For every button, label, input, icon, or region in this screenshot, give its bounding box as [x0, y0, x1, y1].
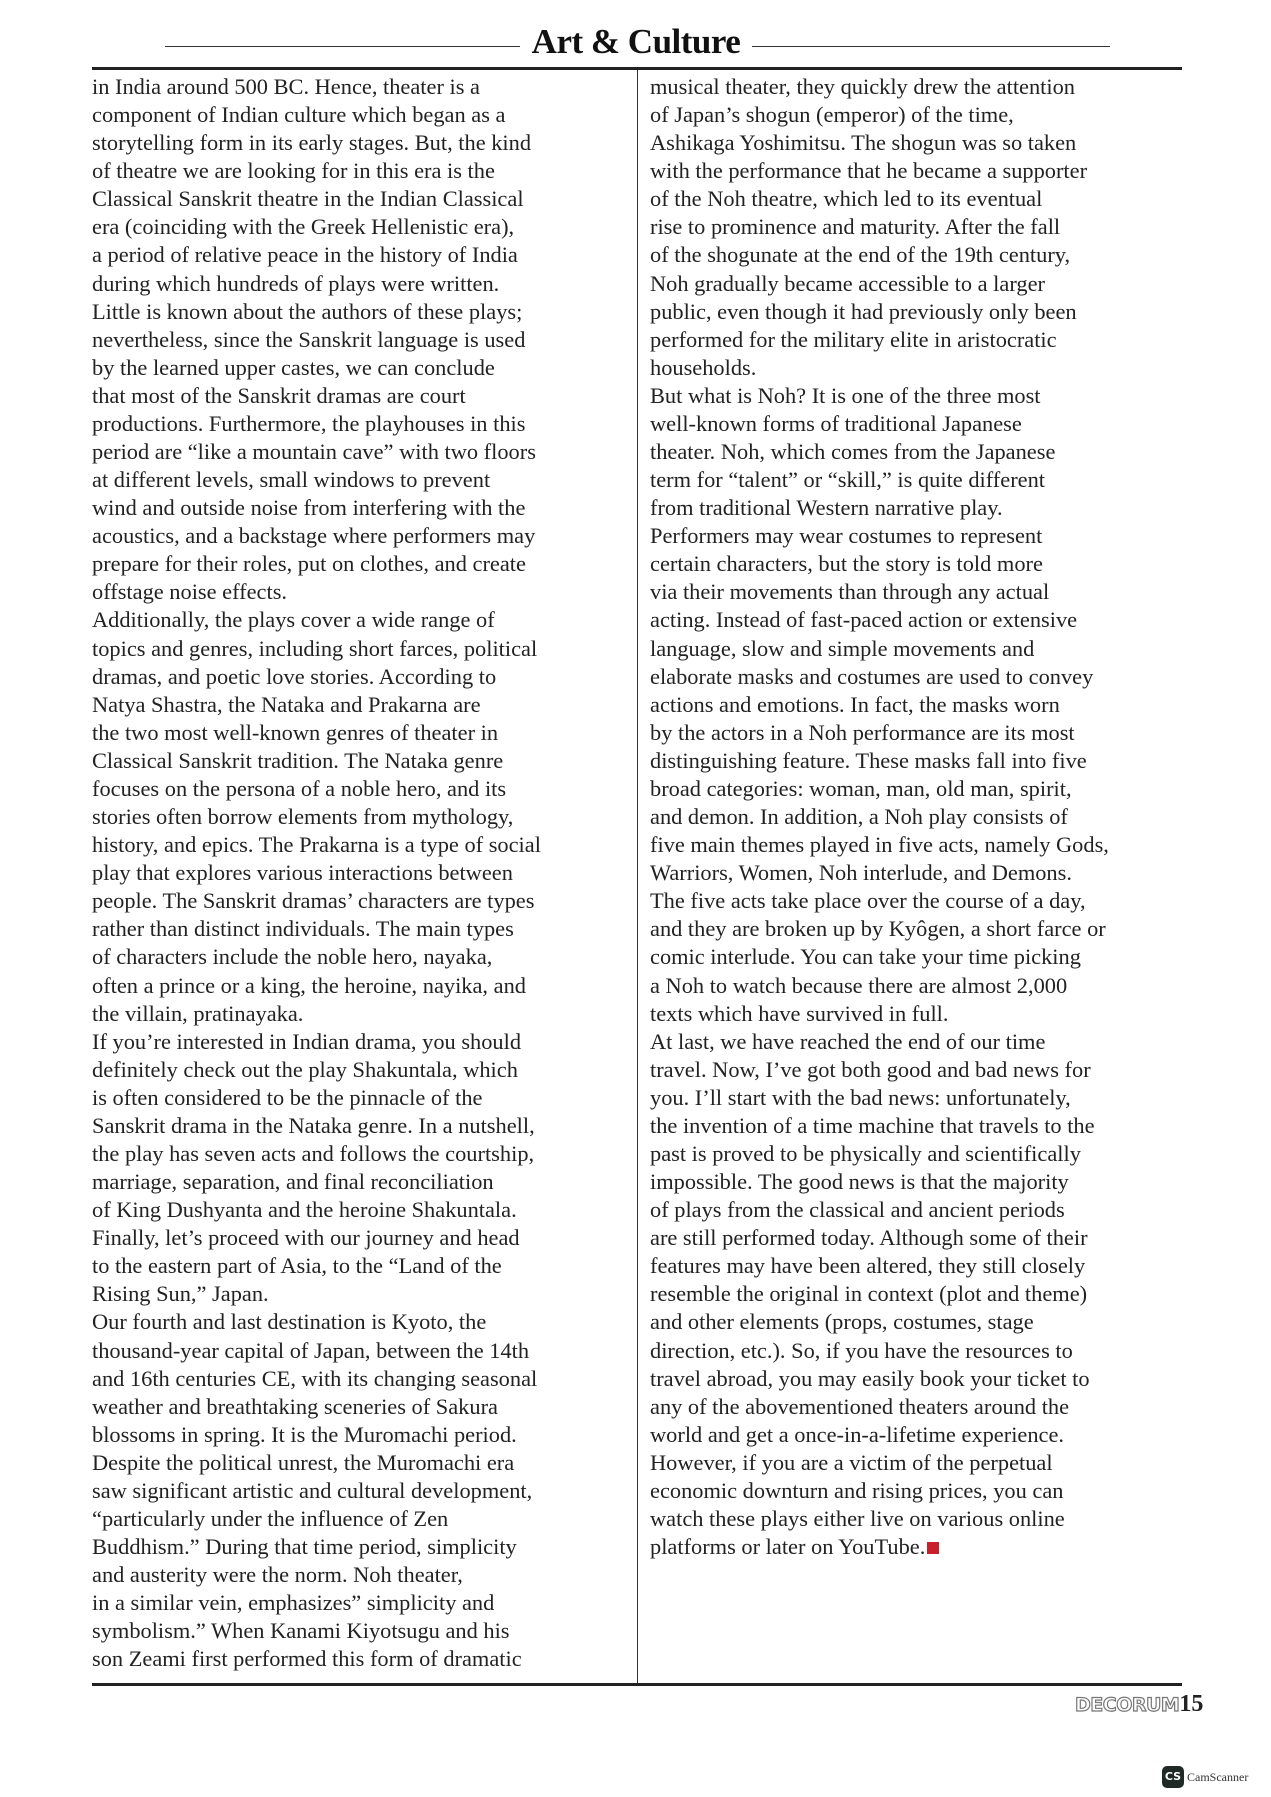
- text-line: musical theater, they quickly drew the attention: [650, 74, 1076, 99]
- text-line: travel abroad, you may easily book your ticket to: [650, 1365, 1090, 1391]
- page-number: 15: [1179, 1691, 1204, 1717]
- text-line: Performers may wear costumes to represent: [650, 523, 1043, 549]
- text-line: of Japan’s shogun (emperor) of the time,: [650, 102, 1014, 128]
- text-line: the invention of a time machine that travels to the: [650, 1112, 1095, 1138]
- text-line: language, slow and simple movements and: [650, 635, 1035, 661]
- text-line: storytelling form in its early stages. But, the kind: [92, 130, 532, 156]
- text-line: wind and outside noise from interfering with the: [92, 495, 526, 521]
- text-line: weather and breathtaking sceneries of Sakura: [92, 1393, 498, 1419]
- text-line: households.: [650, 354, 757, 380]
- text-line: performed for the military elite in aristocratic: [650, 326, 1057, 352]
- text-line: dramas, and poetic love stories. According to: [92, 663, 497, 689]
- header-rule-left: [165, 46, 520, 47]
- text-line: acoustics, and a backstage where performers may: [92, 523, 536, 549]
- text-line: Buddhism.” During that time period, simplicity: [92, 1534, 517, 1560]
- text-line: son Zeami first performed this form of dramatic: [92, 1646, 522, 1672]
- camscanner-watermark: [1162, 1766, 1248, 1788]
- text-line: symbolism.” When Kanami Kiyotsugu and his: [92, 1618, 510, 1644]
- text-line: from traditional Western narrative play.: [650, 495, 1003, 521]
- text-line: Finally, let’s proceed with our journey and head: [92, 1225, 520, 1251]
- text-line: saw significant artistic and cultural development,: [92, 1477, 533, 1503]
- article-column-left: [92, 73, 627, 1673]
- article-column-right: [650, 73, 1190, 1561]
- text-line: comic interlude. You can take your time picking: [650, 944, 1081, 970]
- article-end-mark-icon: [927, 1542, 939, 1554]
- text-line: Rising Sun,” Japan.: [92, 1281, 269, 1307]
- text-line: of the shogunate at the end of the 19th century,: [650, 242, 1071, 268]
- text-line: via their movements than through any actual: [650, 579, 1050, 605]
- text-line: platforms or later on YouTube.: [650, 1533, 1190, 1561]
- text-line: offstage noise effects.: [92, 579, 288, 605]
- text-line: the two most well-known genres of theater in: [92, 719, 499, 745]
- text-line: Additionally, the plays cover a wide range of: [92, 607, 495, 633]
- text-line: component of Indian culture which began as a: [92, 102, 506, 128]
- text-line: play that explores various interactions between: [92, 860, 513, 886]
- text-line: of plays from the classical and ancient periods: [650, 1197, 1065, 1223]
- text-line: term for “talent” or “skill,” is quite different: [650, 467, 1046, 493]
- text-line: five main themes played in five acts, namely Gods,: [650, 832, 1109, 858]
- text-line: travel. Now, I’ve got both good and bad news for: [650, 1056, 1091, 1082]
- text-line: certain characters, but the story is told more: [650, 551, 1043, 577]
- text-line: of characters include the noble hero, nayaka,: [92, 944, 493, 970]
- section-title: Art & Culture: [531, 22, 741, 61]
- text-line: However, if you are a victim of the perpetual: [650, 1449, 1053, 1475]
- text-line: past is proved to be physically and scientifically: [650, 1140, 1081, 1166]
- text-line: direction, etc.). So, if you have the resources to: [650, 1337, 1073, 1363]
- bottom-divider: [92, 1683, 1182, 1686]
- text-line: of King Dushyanta and the heroine Shakuntala.: [92, 1197, 517, 1223]
- text-line: Warriors, Women, Noh interlude, and Demons.: [650, 860, 1072, 886]
- text-line: and other elements (props, costumes, stage: [650, 1309, 1034, 1335]
- text-line: Our fourth and last destination is Kyoto, the: [92, 1309, 487, 1335]
- text-line: Little is known about the authors of these plays;: [92, 298, 523, 324]
- text-line: by the learned upper castes, we can conclude: [92, 354, 495, 380]
- text-line: the play has seven acts and follows the courtship,: [92, 1140, 535, 1166]
- magazine-logo: DECORUM: [1075, 1694, 1180, 1716]
- text-line: definitely check out the play Shakuntala, which: [92, 1056, 518, 1082]
- text-line: with the performance that he became a supporter: [650, 158, 1088, 184]
- text-line: prepare for their roles, put on clothes, and create: [92, 551, 526, 577]
- text-line: era (coinciding with the Greek Hellenistic era),: [92, 214, 515, 240]
- text-line: to the eastern part of Asia, to the “Land of the: [92, 1253, 502, 1279]
- text-line: world and get a once-in-a-lifetime experience.: [650, 1421, 1065, 1447]
- text-line: rise to prominence and maturity. After the fall: [650, 214, 1061, 240]
- text-line: productions. Furthermore, the playhouses in this: [92, 410, 526, 436]
- text-line: The five acts take place over the course of a day,: [650, 888, 1086, 914]
- text-line: any of the abovementioned theaters around the: [650, 1393, 1070, 1419]
- text-line: a Noh to watch because there are almost 2,000: [650, 972, 1068, 998]
- text-line: economic downturn and rising prices, you can: [650, 1477, 1064, 1503]
- text-line: and demon. In addition, a Noh play consists of: [650, 804, 1068, 830]
- text-line: elaborate masks and costumes are used to convey: [650, 663, 1094, 689]
- text-line: Ashikaga Yoshimitsu. The shogun was so taken: [650, 130, 1077, 156]
- text-line: blossoms in spring. It is the Muromachi period.: [92, 1421, 517, 1447]
- text-line: At last, we have reached the end of our time: [650, 1028, 1046, 1054]
- text-line: theater. Noh, which comes from the Japanese: [650, 439, 1056, 465]
- text-line: Sanskrit drama in the Nataka genre. In a nutshell,: [92, 1112, 535, 1138]
- text-line: resemble the original in context (plot and theme): [650, 1281, 1088, 1307]
- text-line: marriage, separation, and final reconciliation: [92, 1169, 494, 1195]
- text-line: during which hundreds of plays were written.: [92, 270, 500, 296]
- column-divider: [637, 70, 638, 1683]
- text-line: focuses on the persona of a noble hero, and its: [92, 775, 507, 801]
- text-line: in India around 500 BC. Hence, theater is a: [92, 74, 480, 99]
- text-line: Noh gradually became accessible to a larger: [650, 270, 1045, 296]
- text-line: Despite the political unrest, the Muromachi era: [92, 1449, 515, 1475]
- text-line: If you’re interested in Indian drama, you should: [92, 1028, 522, 1054]
- camscanner-logo-icon: CS: [1162, 1766, 1184, 1788]
- text-line: acting. Instead of fast-paced action or extensive: [650, 607, 1078, 633]
- text-line: of theatre we are looking for in this era is the: [92, 158, 495, 184]
- text-line: by the actors in a Noh performance are its most: [650, 719, 1075, 745]
- text-line: distinguishing feature. These masks fall into five: [650, 747, 1087, 773]
- text-line: public, even though it had previously only been: [650, 298, 1077, 324]
- text-line: are still performed today. Although some of their: [650, 1225, 1088, 1251]
- text-line: in a similar vein, emphasizes” simplicity and: [92, 1590, 495, 1616]
- text-line: of the Noh theatre, which led to its eventual: [650, 186, 1043, 212]
- text-line: and austerity were the norm. Noh theater,: [92, 1562, 463, 1588]
- page-header: [0, 20, 1271, 70]
- text-line: features may have been altered, they still closely: [650, 1253, 1086, 1279]
- text-line: actions and emotions. In fact, the masks worn: [650, 691, 1060, 717]
- text-line: texts which have survived in full.: [650, 1000, 949, 1026]
- text-line: and they are broken up by Kyôgen, a short farce or: [650, 916, 1106, 942]
- text-line: nevertheless, since the Sanskrit language is used: [92, 326, 526, 352]
- text-line: rather than distinct individuals. The main types: [92, 916, 514, 942]
- text-line: thousand-year capital of Japan, between the 14th: [92, 1337, 530, 1363]
- text-line: But what is Noh? It is one of the three most: [650, 382, 1041, 408]
- text-line: a period of relative peace in the history of India: [92, 242, 518, 268]
- text-line: is often considered to be the pinnacle of the: [92, 1084, 483, 1110]
- text-line: the villain, pratinayaka.: [92, 1000, 304, 1026]
- text-line: impossible. The good news is that the majority: [650, 1169, 1069, 1195]
- text-line: history, and epics. The Prakarna is a type of social: [92, 832, 541, 858]
- text-line: Classical Sanskrit theatre in the Indian Classical: [92, 186, 524, 212]
- text-line: well-known forms of traditional Japanese: [650, 410, 1022, 436]
- text-line: and 16th centuries CE, with its changing seasonal: [92, 1365, 538, 1391]
- text-line: stories often borrow elements from mythology,: [92, 804, 514, 830]
- camscanner-label: CamScanner: [1187, 1769, 1249, 1784]
- text-line: Classical Sanskrit tradition. The Nataka genre: [92, 747, 504, 773]
- text-line: period are “like a mountain cave” with two floors: [92, 439, 536, 465]
- text-line: watch these plays either live on various online: [650, 1505, 1065, 1531]
- text-line: “particularly under the influence of Zen: [92, 1505, 449, 1531]
- text-line: you. I’ll start with the bad news: unfortunately,: [650, 1084, 1071, 1110]
- text-line: people. The Sanskrit dramas’ characters are types: [92, 888, 535, 914]
- page-footer: [1075, 1688, 1203, 1720]
- text-line: at different levels, small windows to prevent: [92, 467, 491, 493]
- text-line: often a prince or a king, the heroine, nayika, and: [92, 972, 526, 998]
- text-line: Natya Shastra, the Nataka and Prakarna are: [92, 691, 481, 717]
- text-line: topics and genres, including short farces, political: [92, 635, 538, 661]
- text-line: broad categories: woman, man, old man, spirit,: [650, 775, 1072, 801]
- header-rule-right: [752, 46, 1110, 47]
- text-line: that most of the Sanskrit dramas are court: [92, 382, 466, 408]
